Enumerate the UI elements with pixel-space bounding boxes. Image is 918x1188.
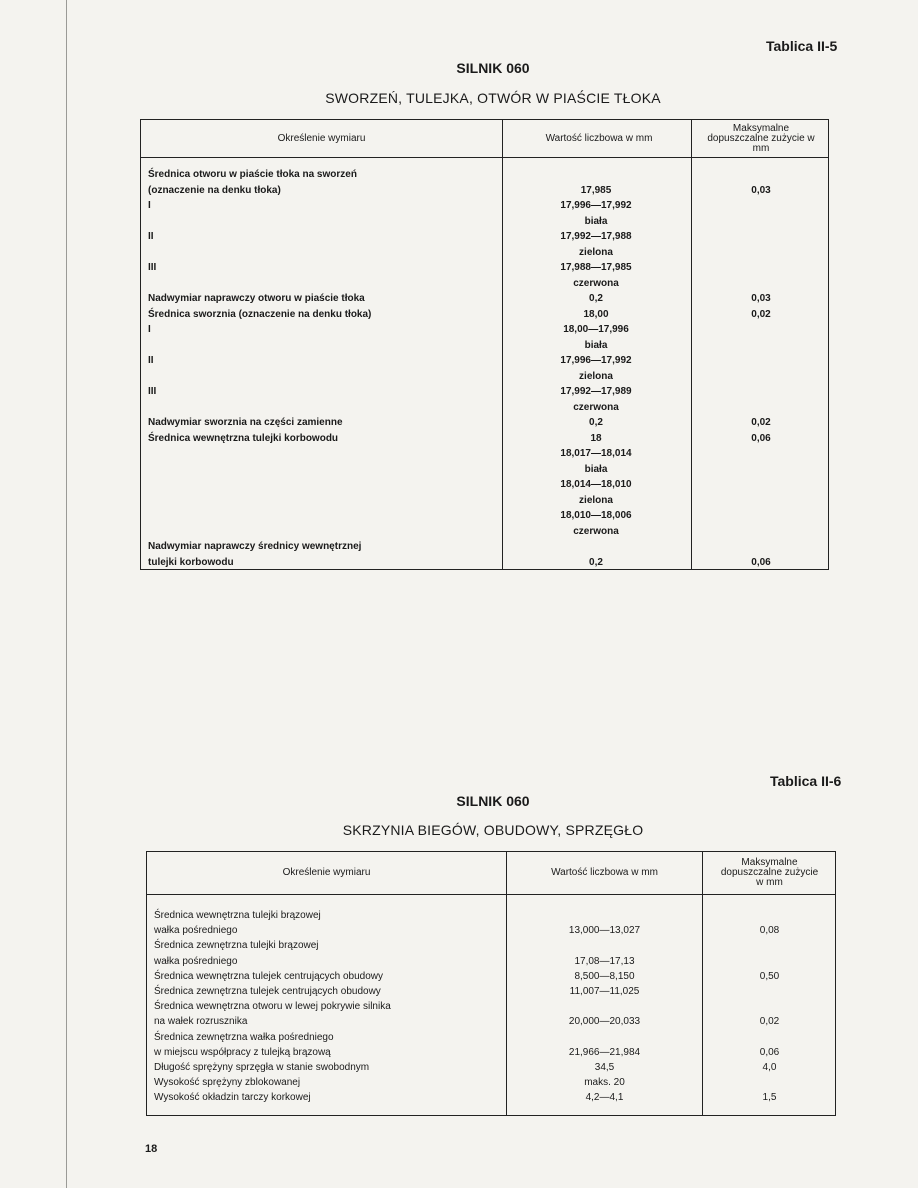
table-row xyxy=(141,308,828,324)
row-label: (oznaczenie na denku tłoka) xyxy=(148,184,281,196)
table-row xyxy=(141,556,828,572)
header-description: Określenie wymiaru xyxy=(282,867,371,878)
table-ii-6 xyxy=(146,851,836,1116)
row-label: Długość sprężyny sprzęgła w stanie swobodnym xyxy=(154,1062,370,1073)
header-description: Określenie wymiaru xyxy=(277,132,366,144)
table-row xyxy=(147,909,835,924)
row-value: 18,014—18,010 xyxy=(560,479,632,490)
row-wear: 4,0 xyxy=(762,1062,777,1073)
row-value: 18 xyxy=(590,432,602,444)
row-wear: 0,03 xyxy=(751,293,771,304)
row-label: Średnica otworu w piaście tłoka na sworzeń xyxy=(148,169,357,180)
table-row xyxy=(147,985,835,1000)
table-row xyxy=(141,509,828,525)
row-value: 0,2 xyxy=(589,556,603,568)
row-label: Średnica wewnętrzna tulejki brązowej xyxy=(154,910,321,921)
row-label: Średnica zewnętrzna tulejek centrujących obudowy xyxy=(154,986,381,997)
row-wear: 0,06 xyxy=(759,1046,780,1058)
row-wear: 0,08 xyxy=(759,925,780,937)
table-row xyxy=(141,540,828,556)
table-row xyxy=(147,955,835,970)
table-ref: Tablica II-5 xyxy=(766,38,838,54)
table-row xyxy=(141,184,828,200)
row-value: 11,007—11,025 xyxy=(569,986,640,997)
table-row xyxy=(141,447,828,463)
row-value: 0,2 xyxy=(589,293,603,304)
row-label: Średnica zewnętrzna wałka pośredniego xyxy=(154,1031,334,1043)
table-row xyxy=(147,1015,835,1030)
table-row xyxy=(141,261,828,277)
row-label: Wysokość okładzin tarczy korkowej xyxy=(154,1092,311,1104)
row-wear: 0,02 xyxy=(751,417,771,428)
table-row xyxy=(141,277,828,293)
header-wear: Maksymalne dopuszczalne zużycie w mm xyxy=(720,857,819,888)
row-label: wałka pośredniego xyxy=(154,925,238,937)
table-row xyxy=(141,416,828,432)
row-wear: 0,06 xyxy=(751,556,771,568)
row-label: w miejscu współpracy z tulejką brązową xyxy=(154,1046,331,1058)
row-value: 4,2—4,1 xyxy=(585,1092,624,1104)
row-label: Średnica wewnętrzna tulejek centrujących obudowy xyxy=(154,970,384,982)
row-label: I xyxy=(148,324,151,335)
row-value: 17,996—17,992 xyxy=(560,200,632,211)
row-value: biała xyxy=(584,215,608,227)
row-label: I xyxy=(148,200,151,211)
row-value: czerwona xyxy=(573,401,619,413)
row-label: na wałek rozrusznika xyxy=(154,1016,248,1028)
row-value: zielona xyxy=(579,494,613,506)
header-value: Wartość liczbowa w mm xyxy=(545,132,653,144)
row-label: Średnica wewnętrzna tulejki korbowodu xyxy=(148,432,339,444)
row-label: Nadwymiar sworznia na części zamienne xyxy=(148,417,343,428)
table-row xyxy=(141,478,828,494)
table-row xyxy=(141,339,828,355)
engine-heading: SILNIK 060 xyxy=(456,793,530,809)
row-label: Nadwymiar naprawczy średnicy wewnętrznej xyxy=(148,541,362,552)
row-value: 34,5 xyxy=(594,1062,615,1073)
row-value: 18,017—18,014 xyxy=(560,448,632,459)
row-value: 17,992—17,988 xyxy=(560,231,632,242)
table-row xyxy=(141,463,828,479)
row-value: 17,996—17,992 xyxy=(560,355,632,366)
row-value: 13,000—13,027 xyxy=(568,925,641,937)
table-row xyxy=(147,1000,835,1015)
table-ref: Tablica II-6 xyxy=(770,773,842,789)
table-row xyxy=(141,292,828,308)
row-wear: 0,50 xyxy=(759,970,780,982)
row-value: 21,966—21,984 xyxy=(568,1046,641,1058)
table-title: SWORZEŃ, TULEJKA, OTWÓR W PIAŚCIE TŁOKA xyxy=(325,90,661,106)
table-title: SKRZYNIA BIEGÓW, OBUDOWY, SPRZĘGŁO xyxy=(342,822,644,838)
table-row xyxy=(141,215,828,231)
table-row xyxy=(141,354,828,370)
table-row xyxy=(141,199,828,215)
row-value: maks. 20 xyxy=(584,1077,625,1089)
row-wear: 0,03 xyxy=(751,184,771,196)
row-label: wałka pośredniego xyxy=(154,955,238,967)
row-label: tulejki korbowodu xyxy=(148,556,234,568)
row-value: 18,00—17,996 xyxy=(563,324,629,335)
row-label: Nadwymiar naprawczy otworu w piaście tłoka xyxy=(148,293,365,304)
row-value: 17,988—17,985 xyxy=(560,262,632,273)
row-wear: 0,06 xyxy=(751,432,771,444)
table-row xyxy=(141,323,828,339)
row-label: II xyxy=(148,355,154,366)
header-wear: Maksymalne dopuszczalne zużycie w mm xyxy=(707,122,815,154)
table-row xyxy=(141,494,828,510)
row-label: II xyxy=(148,231,154,242)
table-row xyxy=(141,168,828,184)
row-value: zielona xyxy=(579,370,613,382)
table-row xyxy=(147,1031,835,1046)
header-value: Wartość liczbowa w mm xyxy=(551,867,658,878)
row-label: III xyxy=(148,386,157,397)
table-row xyxy=(147,1061,835,1076)
table-row xyxy=(147,1091,835,1106)
table-row xyxy=(147,939,835,954)
table-row xyxy=(141,370,828,386)
row-value: 0,2 xyxy=(589,417,603,428)
table-row xyxy=(141,432,828,448)
table-row xyxy=(141,401,828,417)
table-ii-5 xyxy=(140,119,829,570)
row-label: III xyxy=(148,262,157,273)
table-row xyxy=(147,1046,835,1061)
table-row xyxy=(147,924,835,939)
table-row xyxy=(141,385,828,401)
row-value: 17,985 xyxy=(580,184,612,196)
row-value: biała xyxy=(584,339,608,351)
row-value: 8,500—8,150 xyxy=(574,970,635,982)
engine-heading: SILNIK 060 xyxy=(456,60,530,76)
row-label: Średnica zewnętrzna tulejki brązowej xyxy=(154,940,319,952)
row-value: biała xyxy=(584,463,608,475)
row-value: czerwona xyxy=(573,525,619,537)
table-row xyxy=(141,246,828,262)
page-edge xyxy=(66,0,67,1188)
table-row xyxy=(141,230,828,246)
table-row xyxy=(147,1076,835,1091)
row-wear: 1,5 xyxy=(762,1092,777,1104)
row-value: 17,992—17,989 xyxy=(560,386,632,397)
row-value: czerwona xyxy=(573,277,619,289)
table-row xyxy=(141,525,828,541)
row-wear: 0,02 xyxy=(751,308,771,320)
row-label: Średnica sworznia (oznaczenie na denku tłoka) xyxy=(148,308,372,320)
row-value: zielona xyxy=(579,246,613,258)
row-value: 20,000—20,033 xyxy=(568,1016,641,1028)
row-label: Średnica wewnętrzna otworu w lewej pokrywie silnika xyxy=(154,1001,391,1013)
row-value: 18,00 xyxy=(583,308,609,320)
table-row xyxy=(147,970,835,985)
row-label: Wysokość sprężyny zblokowanej xyxy=(154,1077,301,1089)
row-value: 17,08—17,13 xyxy=(574,955,635,967)
page-number: 18 xyxy=(145,1143,158,1155)
row-wear: 0,02 xyxy=(759,1016,780,1028)
row-value: 18,010—18,006 xyxy=(560,510,632,521)
